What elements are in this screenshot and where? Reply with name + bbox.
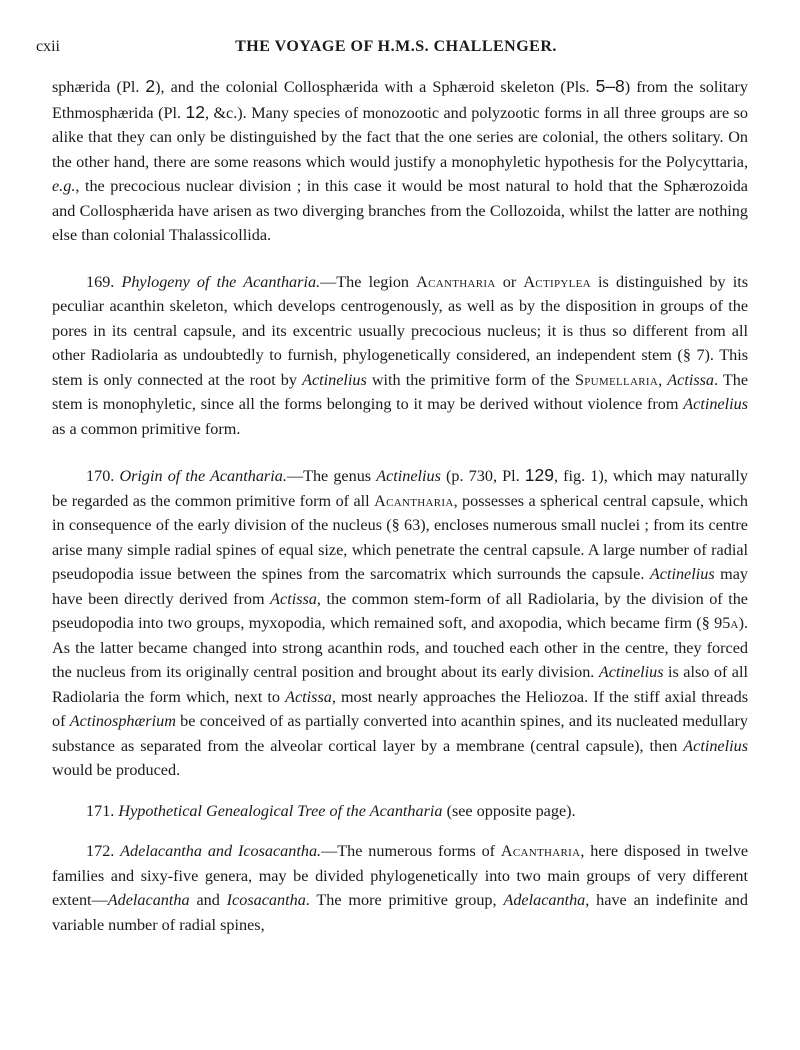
italic-run: Actissa	[285, 687, 332, 706]
text-run: and	[189, 891, 227, 909]
text-run: ,	[658, 370, 668, 389]
italic-run: Origin of the Acantharia.	[119, 467, 287, 485]
text-run: , the common stem-form of all Radiolaria, by the division of the pseudopodia into two groups, myxopodia, which remained soft, and axopodia, which became firm (§ 95	[52, 589, 748, 632]
text-run: 169.	[86, 272, 122, 291]
paragraph-continuation	[52, 74, 748, 248]
text-run: (see opposite page).	[442, 801, 576, 820]
text-run: —The genus	[286, 467, 377, 485]
italic-run: e.g.	[52, 177, 76, 195]
small-caps-run: Acantharia	[416, 272, 496, 291]
italic-run: Actinelius	[302, 370, 367, 389]
italic-run: Actinelius	[683, 736, 748, 755]
text-run: —The legion	[320, 272, 417, 291]
paragraph-170-origin	[52, 463, 748, 783]
italic-run: Phylogeny of the Acantharia.	[121, 272, 321, 291]
text-run: 12	[185, 101, 205, 122]
text-run: sphærida (Pl.	[52, 78, 146, 96]
text-run: 170.	[86, 467, 120, 485]
paragraph-169-phylogeny	[52, 270, 748, 442]
text-run: 5–8	[595, 76, 625, 96]
small-caps-run: a	[730, 614, 739, 632]
text-run: 2	[145, 76, 156, 96]
italic-run: Adelacantha	[503, 891, 586, 909]
italic-run: Icosacantha	[226, 891, 306, 909]
small-caps-run: Spumellaria	[574, 370, 659, 389]
text-run: , possesses a spherical central capsule, which in consequence of the early division of the nucleus (§ 63), encloses numerous small nuclei ; from its centre arise many simple radial spines of equal size, which penetrate the central capsule. A large number of radial pseudopodia issue between the spines from the sarcomatrix which surrounds the capsule.	[52, 491, 748, 583]
body-text	[52, 74, 748, 937]
text-run: ) from the solitary Ethmosphærida (Pl.	[52, 78, 749, 122]
paragraph-172-adelacantha	[52, 839, 748, 937]
text-run: 129	[524, 465, 554, 485]
text-run: —The numerous forms of	[321, 842, 501, 860]
text-run: (p. 730, Pl.	[440, 467, 525, 485]
text-run: , have an indefinite and variable number of radial spines,	[52, 891, 748, 934]
text-run: or	[495, 272, 524, 291]
running-header	[36, 38, 756, 60]
text-run: is also of all Radiolaria the form which, next to	[52, 663, 748, 706]
small-caps-run: Acantharia	[374, 491, 454, 510]
small-caps-run: Acantharia	[500, 842, 581, 860]
page-number: cxii	[36, 38, 60, 55]
text-run: , the precocious nuclear division ; in this case it would be most natural to hold that the Sphærozoida and Collosphærida have arisen as two diverging branches from the Collozoida, whilst the latter are nothing else than colonial Thalassicollida.	[52, 177, 748, 244]
text-run: , &c.). Many species of monozootic and polyzootic forms in all three groups are so alike that they can only be distinguished by the fact that the one series are colonial, the others solitary. On the other hand, there are some reasons which would justify a monophyletic hypothesis for the Polycyttaria,	[52, 103, 748, 171]
paragraph-171-tree	[52, 799, 748, 824]
text-run: , fig. 1), which may naturally be regarded as the common primitive form of all	[52, 467, 749, 510]
italic-run: Actinelius	[649, 565, 715, 583]
running-title: THE VOYAGE OF H.M.S. CHALLENGER.	[235, 38, 557, 55]
italic-run: Actinelius	[376, 467, 441, 485]
text-run: 171.	[86, 801, 119, 820]
text-run: . The stem is monophyletic, since all the forms belonging to it may be derived without violence from	[52, 370, 749, 413]
text-run: 172.	[86, 842, 121, 860]
italic-run: Adelacantha	[107, 891, 190, 909]
text-run: ), and the colonial Collosphærida with a Sphæroid skeleton (Pls.	[155, 78, 596, 96]
italic-run: Actinelius	[598, 663, 664, 681]
text-run: , most nearly approaches the Heliozoa. If the stiff axial threads of	[52, 687, 748, 730]
text-run: as a common primitive form.	[52, 419, 241, 438]
small-caps-run: Actipylea	[523, 272, 591, 291]
italic-run: Hypothetical Genealogical Tree of the Acantharia	[118, 801, 443, 820]
italic-run: Actinosphærium	[69, 712, 176, 730]
italic-run: Actinelius	[683, 395, 748, 413]
italic-run: Actissa	[667, 370, 715, 389]
text-run: with the primitive form of the	[366, 370, 575, 389]
text-run: ). As the latter became changed into strong acanthin rods, and touched each other in the centre, they forced the nucleus from its originally central position and brought about its early division.	[52, 614, 748, 681]
text-run: may have been directly derived from	[52, 565, 749, 608]
text-run: , here disposed in twelve families and sixy-five genera, may be divided phylogenetically into two main groups of very different extent—	[52, 842, 749, 909]
text-run: . The more primitive group,	[305, 891, 504, 909]
italic-run: Actissa	[270, 589, 317, 608]
text-run: is distinguished by its peculiar acanthin skeleton, which develops centrogenously, as well as by the disposition in groups of the pores in its central capsule, and its excentric usually precocious nucleus; it is thus so different from all other Radiolaria as undoubtedly to furnish, phylogenetically considered, an independent stem (§ 7). This stem is only connected at the root by	[52, 272, 749, 389]
italic-run: Adelacantha and Icosacantha.	[120, 842, 322, 860]
text-run: would be produced.	[52, 761, 181, 779]
text-run: be conceived of as partially converted into acanthin spines, and its nucleated medullary substance as separated from the alveolar cortical layer by a membrane (central capsule), then	[52, 712, 748, 755]
